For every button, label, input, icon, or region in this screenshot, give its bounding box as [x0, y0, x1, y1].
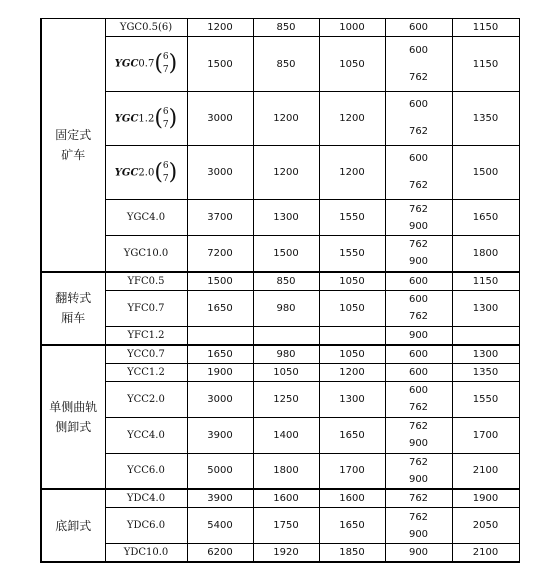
gauge-value: 900: [408, 473, 429, 485]
table-row: [41, 92, 519, 146]
table-row: [41, 363, 519, 381]
table-row: [41, 200, 519, 236]
left-paren: (: [154, 51, 163, 76]
value-cell-a: 7200: [187, 236, 253, 272]
gauge-cell: [385, 363, 452, 381]
table-row: [41, 19, 519, 37]
model-cell: [105, 363, 187, 381]
value-cell-c: 1200: [319, 146, 385, 200]
model-label: YDC4.0: [126, 493, 166, 504]
value-cell-a: 1200: [187, 19, 253, 37]
model-option: 7: [162, 173, 169, 184]
value-cell-d: 2100: [452, 544, 519, 563]
category-cell: [41, 19, 105, 272]
model-label: YFC0.7: [127, 302, 165, 314]
model-option: 7: [162, 65, 169, 75]
value-cell-d: 1550: [452, 381, 519, 417]
value-cell-d: 1300: [452, 290, 519, 326]
table-row: [41, 508, 519, 544]
gauge-value: 600: [408, 294, 429, 305]
model-number: 1.2: [138, 113, 155, 124]
table-row: [41, 326, 519, 345]
model-cell: [105, 19, 187, 37]
gauge-cell: [385, 92, 452, 146]
gauge-value: 600: [408, 275, 429, 287]
value-cell-c: 1200: [319, 92, 385, 146]
value-cell-b: 1800: [253, 453, 319, 489]
model-cell: [105, 236, 187, 272]
model-cell: [105, 92, 187, 146]
value-cell-d: 1700: [452, 417, 519, 453]
gauge-value: 900: [408, 329, 429, 341]
model-label: YFC0.5: [127, 275, 165, 287]
right-paren: ): [168, 105, 178, 131]
model-cell: [105, 508, 187, 544]
value-cell-c: 1850: [319, 544, 385, 563]
value-cell-d: [452, 326, 519, 345]
category-label: 翻转式: [55, 291, 92, 305]
model-label: YCC0.7: [127, 348, 165, 360]
table-row: [41, 544, 519, 563]
gauge-cell: [385, 272, 452, 291]
value-cell-a: 1900: [187, 363, 253, 381]
model-cell: [105, 345, 187, 364]
model-cell: [105, 453, 187, 489]
model-cell: [105, 489, 187, 508]
model-label: YCC1.2: [127, 366, 165, 378]
gauge-cell: [385, 453, 452, 489]
model-label: YGC10.0: [123, 247, 169, 259]
value-cell-b: 1750: [253, 508, 319, 544]
model-label: YGC4.0: [126, 212, 166, 223]
value-cell-c: 1550: [319, 200, 385, 236]
category-label: 单侧曲轨: [49, 399, 98, 414]
gauge-cell: [385, 489, 452, 508]
value-cell-d: 1150: [452, 19, 519, 37]
table-row: [41, 417, 519, 453]
value-cell-b: 980: [253, 345, 319, 364]
gauge-value: 600: [408, 348, 429, 360]
value-cell-b: [253, 326, 319, 345]
right-paren: ): [168, 159, 178, 185]
gauge-value: 900: [408, 528, 429, 540]
model-prefix: YGC: [114, 58, 139, 70]
model-prefix: YGC: [114, 167, 139, 178]
left-paren: (: [154, 105, 163, 131]
gauge-cell: [385, 19, 452, 37]
value-cell-a: [187, 326, 253, 345]
gauge-value: 762: [408, 421, 429, 432]
spec-table-area: [40, 18, 518, 558]
value-cell-b: 1050: [253, 363, 319, 381]
category-label: 底卸式: [55, 518, 92, 533]
gauge-value: 600: [408, 385, 429, 396]
model-label: YCC2.0: [127, 393, 165, 405]
value-cell-c: 1050: [319, 290, 385, 326]
gauge-value: 762: [408, 311, 429, 322]
gauge-value: 762: [408, 203, 429, 215]
value-cell-b: 1250: [253, 381, 319, 417]
gauge-value: 762: [408, 72, 429, 83]
value-cell-c: 1600: [319, 489, 385, 508]
value-cell-d: 1350: [452, 92, 519, 146]
value-cell-c: 1200: [319, 363, 385, 381]
gauge-cell: [385, 290, 452, 326]
value-cell-d: 1150: [452, 272, 519, 291]
value-cell-d: 1900: [452, 489, 519, 508]
table-row: [41, 290, 519, 326]
gauge-cell: [385, 326, 452, 345]
value-cell-c: [319, 326, 385, 345]
value-cell-c: 1650: [319, 508, 385, 544]
model-option: 6: [162, 52, 169, 62]
gauge-value: 900: [408, 256, 429, 268]
model-label: YDC6.0: [126, 520, 166, 531]
right-paren: ): [168, 51, 178, 76]
gauge-value: 900: [408, 220, 429, 232]
gauge-value: 600: [408, 22, 429, 33]
gauge-value: 762: [408, 511, 429, 523]
gauge-value: 762: [408, 239, 429, 251]
table-row: [41, 37, 519, 92]
value-cell-c: 1000: [319, 19, 385, 37]
value-cell-d: 1150: [452, 37, 519, 92]
mine-car-spec-table: [40, 18, 520, 563]
value-cell-a: 1500: [187, 272, 253, 291]
model-cell: [105, 272, 187, 291]
value-cell-b: 1500: [253, 236, 319, 272]
value-cell-b: 1600: [253, 489, 319, 508]
table-row: [41, 272, 519, 291]
category-cell: [41, 489, 105, 562]
gauge-value: 762: [408, 179, 429, 191]
gauge-cell: [385, 146, 452, 200]
model-option: 7: [162, 119, 169, 130]
value-cell-a: 1500: [187, 37, 253, 92]
value-cell-a: 3000: [187, 146, 253, 200]
value-cell-d: 1350: [452, 363, 519, 381]
model-label: YCC4.0: [127, 429, 165, 441]
gauge-cell: [385, 345, 452, 364]
value-cell-d: 1800: [452, 236, 519, 272]
gauge-value: 762: [408, 402, 429, 413]
left-paren: (: [154, 159, 163, 185]
gauge-cell: [385, 200, 452, 236]
value-cell-d: 1300: [452, 345, 519, 364]
value-cell-a: 5400: [187, 508, 253, 544]
model-option: 6: [162, 160, 169, 171]
value-cell-c: 1650: [319, 417, 385, 453]
value-cell-b: 1920: [253, 544, 319, 563]
value-cell-b: 1300: [253, 200, 319, 236]
model-cell: [105, 37, 187, 92]
table-row: [41, 146, 519, 200]
category-label: 厢车: [61, 311, 86, 325]
model-label: YGC0.5(6): [119, 22, 173, 33]
gauge-value: 600: [408, 99, 429, 110]
value-cell-b: 1400: [253, 417, 319, 453]
model-cell: [105, 326, 187, 345]
value-cell-a: 3000: [187, 381, 253, 417]
value-cell-b: 850: [253, 37, 319, 92]
value-cell-b: 1200: [253, 92, 319, 146]
gauge-cell: [385, 37, 452, 92]
value-cell-a: 6200: [187, 544, 253, 563]
category-cell: [41, 345, 105, 490]
model-cell: [105, 544, 187, 563]
gauge-value: 900: [408, 547, 429, 558]
gauge-cell: [385, 508, 452, 544]
value-cell-a: 5000: [187, 453, 253, 489]
gauge-cell: [385, 544, 452, 563]
gauge-cell: [385, 417, 452, 453]
table-row: [41, 489, 519, 508]
gauge-value: 600: [408, 45, 429, 56]
model-cell: [105, 381, 187, 417]
value-cell-b: 1200: [253, 146, 319, 200]
gauge-value: 600: [408, 366, 429, 378]
gauge-value: 900: [408, 438, 429, 449]
value-cell-d: 2100: [452, 453, 519, 489]
model-label: YFC1.2: [127, 329, 165, 341]
value-cell-d: 1650: [452, 200, 519, 236]
value-cell-a: 1650: [187, 290, 253, 326]
value-cell-c: 1700: [319, 453, 385, 489]
model-number: 0.7: [138, 58, 155, 70]
value-cell-a: 3900: [187, 417, 253, 453]
value-cell-c: 1050: [319, 37, 385, 92]
model-cell: [105, 417, 187, 453]
category-label: 矿车: [61, 147, 86, 162]
model-label: YCC6.0: [127, 465, 165, 477]
table-row: [41, 381, 519, 417]
gauge-value: 762: [408, 456, 429, 468]
value-cell-a: 1650: [187, 345, 253, 364]
value-cell-c: 1550: [319, 236, 385, 272]
value-cell-b: 980: [253, 290, 319, 326]
value-cell-a: 3000: [187, 92, 253, 146]
value-cell-c: 1300: [319, 381, 385, 417]
model-label: YDC10.0: [123, 547, 169, 558]
model-cell: [105, 290, 187, 326]
value-cell-d: 1500: [452, 146, 519, 200]
value-cell-a: 3700: [187, 200, 253, 236]
model-cell: [105, 146, 187, 200]
value-cell-b: 850: [253, 19, 319, 37]
value-cell-d: 2050: [452, 508, 519, 544]
model-number: 2.0: [138, 167, 155, 178]
value-cell-b: 850: [253, 272, 319, 291]
gauge-value: 762: [408, 125, 429, 137]
category-cell: [41, 272, 105, 345]
gauge-cell: [385, 236, 452, 272]
table-row: [41, 345, 519, 364]
category-label: 侧卸式: [55, 419, 92, 434]
value-cell-c: 1050: [319, 345, 385, 364]
table-row: [41, 236, 519, 272]
gauge-cell: [385, 381, 452, 417]
table-row: [41, 453, 519, 489]
model-cell: [105, 200, 187, 236]
category-label: 固定式: [55, 127, 92, 142]
model-option: 6: [162, 106, 169, 117]
model-prefix: YGC: [114, 113, 139, 124]
value-cell-a: 3900: [187, 489, 253, 508]
value-cell-c: 1050: [319, 272, 385, 291]
gauge-value: 600: [408, 153, 429, 164]
gauge-value: 762: [408, 493, 429, 504]
